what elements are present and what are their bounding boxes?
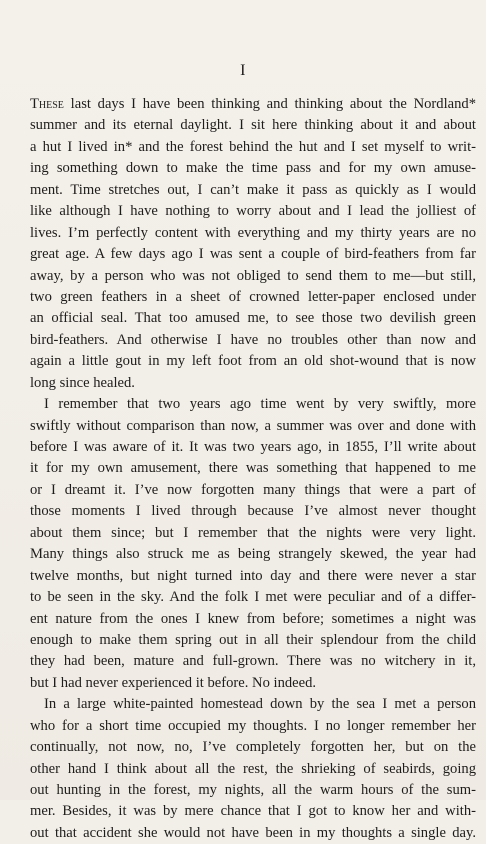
- chapter-number: I: [240, 62, 246, 79]
- text-line: a hut I lived in* and the forest behind the hut and I set myself to writ-: [30, 138, 476, 155]
- text-line: an official seal. That too amused me, to see those two devilish green: [30, 310, 476, 327]
- text-line: to be seen in the sky. And the folk I met were peculiar and of a differ-: [30, 589, 476, 606]
- text-line: away, by a person who was not obliged to send them to me—but still,: [30, 267, 476, 284]
- text-line: ment. Time stretches out, I can’t make it pass as quickly as I would: [30, 181, 476, 198]
- text-line: who for a short time occupied my thoughts. I no longer remember her: [30, 717, 476, 734]
- text-line: [30, 94, 476, 115]
- paragraph-3: [30, 694, 476, 844]
- text-line: two green feathers in a sheet of crowned letter-paper enclosed under: [30, 288, 476, 305]
- opening-small-caps: These: [30, 96, 64, 112]
- text-line: other hand I think about all the rest, the shrieking of seabirds, going: [30, 760, 476, 777]
- text-line: ing something down to make the time pass and for my own amuse-: [30, 160, 476, 177]
- text-line: but I had never experienced it before. No indeed.: [30, 674, 317, 691]
- text-line: it for my own amusement, there was something that happened to me: [30, 460, 476, 477]
- text-line: enough to make them spring out in all their splendour from the child: [30, 631, 476, 648]
- text-line: bird-feathers. And otherwise I have no troubles other than now and: [30, 331, 476, 348]
- text-line: out that accident she would not have been in my thoughts a single day.: [30, 824, 476, 841]
- text-line: again a little gout in my left foot from an old shot-wound that is now: [30, 353, 476, 370]
- paragraph-2: [30, 394, 476, 694]
- paragraph-1: [30, 94, 476, 394]
- opening-line-rest: last days I have been thinking and thinking about the Nordland*: [63, 96, 476, 112]
- text-line: In a large white-painted homestead down by the sea I met a person: [44, 696, 476, 713]
- text-line: about them since; but I remember that the nights were very light.: [30, 524, 476, 541]
- text-line: Many things also struck me as being strangely skewed, the year had: [30, 546, 476, 563]
- text-line: swiftly without comparison than now, a summer was over and done with: [30, 417, 476, 434]
- body-text: [30, 94, 476, 844]
- text-line: long since healed.: [30, 374, 135, 391]
- text-line: lives. I’m perfectly content with everything and my thirty years are no: [30, 224, 476, 241]
- text-line: summer and its eternal daylight. I sit here thinking about it and about: [30, 117, 476, 134]
- text-line: ent nature from the ones I knew from before; sometimes a night was: [30, 610, 476, 627]
- text-line: out hunting in the forest, my nights, all the warm hours of the sum-: [30, 782, 476, 798]
- text-line: they had been, mature and full-grown. There was no witchery in it,: [30, 653, 476, 670]
- text-line: those moments I lived through because I’ve almost never thought: [30, 503, 476, 520]
- text-line: like although I have nothing to worry about and I lead the jolliest of: [30, 203, 476, 220]
- text-line: great age. A few days ago I was sent a couple of bird-feathers from far: [30, 246, 476, 263]
- text-line: before I was aware of it. It was two years ago, in 1855, I’ll write about: [30, 439, 476, 455]
- text-line: twelve months, but night turned into day and there were never a star: [30, 567, 476, 584]
- text-line: or I dreamt it. I’ve now forgotten many things that were a part of: [30, 481, 476, 498]
- text-line: I remember that two years ago time went by very swiftly, more: [44, 396, 476, 413]
- text-line: continually, not now, no, I’ve completely forgotten her, but on the: [30, 739, 476, 756]
- text-line: mer. Besides, it was by mere chance that I got to know her and with-: [30, 803, 476, 820]
